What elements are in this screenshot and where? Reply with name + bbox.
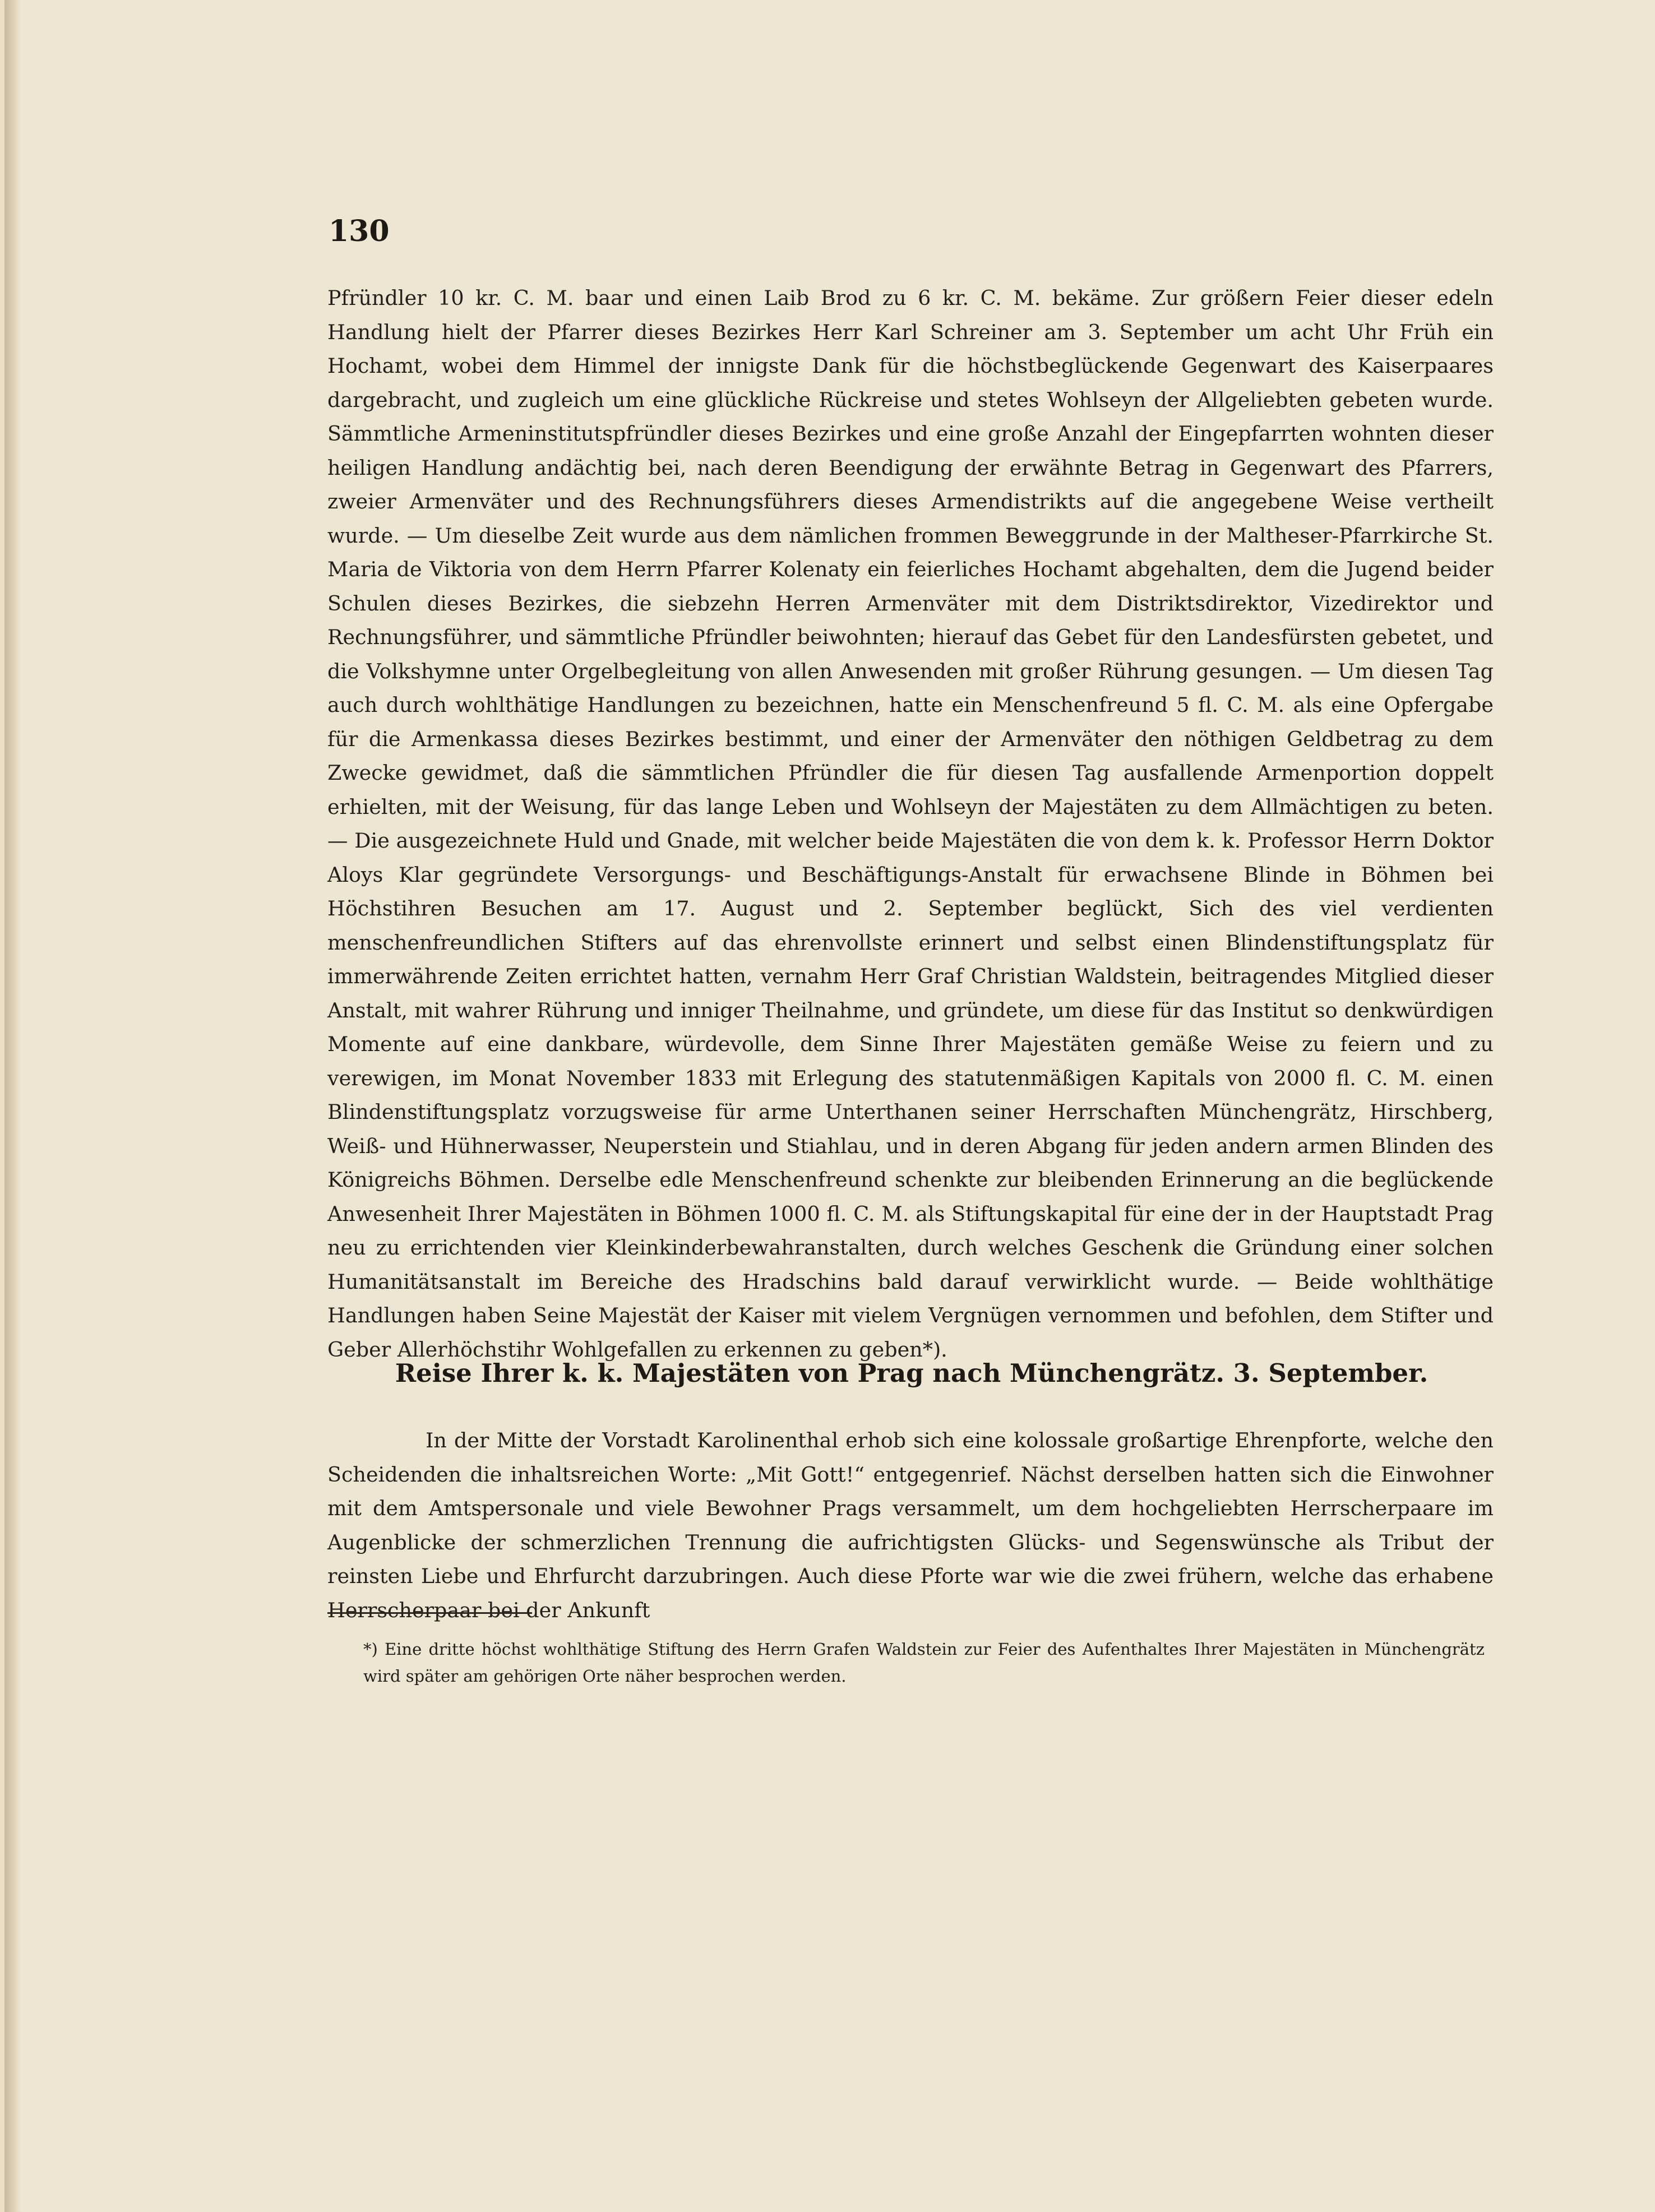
- page-edge-shadow: [4, 0, 21, 2212]
- footnote-divider: [327, 1612, 532, 1614]
- page-number: 130: [329, 214, 390, 248]
- section-heading: Reise Ihrer k. k. Majestäten von Prag nach Münchengrätz. 3. September.: [395, 1358, 1429, 1388]
- body-paragraph: Pfründler 10 kr. C. M. baar und einen Laib Brod zu 6 kr. C. M. bekäme. Zur größern Feier dieser edeln Handlung hielt der Pfarrer dieses Bezirkes Herr Karl Schreiner am 3. September um acht Uhr Früh ein Hochamt, wobei dem Himmel der innigste Dank für die höchstbeglückende Gegenwart des Kaiserpaares dargebracht, und zugleich um eine glückliche Rückreise und stetes Wohlseyn der Allgeliebten gebeten wurde. Sämmtliche Armeninstitutspfründler dieses Bezirkes und eine große Anzahl der Eingepfarrten wohnten dieser heiligen Handlung andächtig bei, nach deren Beendigung der erwähnte Betrag in Gegenwart des Pfarrers, zweier Armenväter und des Rechnungsführers dieses Armendistrikts auf die angegebene Weise vertheilt wurde. — Um dieselbe Zeit wurde aus dem nämlichen frommen Beweggrunde in der Maltheser-Pfarrkirche St. Maria de Viktoria von dem Herrn Pfarrer Kolenaty ein feierliches Hochamt abgehalten, dem die Jugend beider Schulen dieses Bezirkes, die siebzehn Herren Armenväter mit dem Distriktsdirektor, Vizedirektor und Rechnungsführer, und sämmtliche Pfründler beiwohnten; hierauf das Gebet für den Landesfürsten gebetet, und die Volkshymne unter Orgelbegleitung von allen Anwesenden mit großer Rührung gesungen. — Um diesen Tag auch durch wohlthätige Handlungen zu bezeichnen, hatte ein Menschenfreund 5 fl. C. M. als eine Opfergabe für die Armenkassa dieses Bezirkes bestimmt, und einer der Armenväter den nöthigen Geldbetrag zu dem Zwecke gewidmet, daß die sämmtlichen Pfründler die für diesen Tag ausfallende Armenportion doppelt erhielten, mit der Weisung, für das lange Leben und Wohlseyn der Majestäten zu dem Allmächtigen zu beten. — Die ausgezeichnete Huld und Gnade, mit welcher beide Majestäten die von dem k. k. Professor Herrn Doktor Aloys Klar gegründete Versorgungs- und Beschäftigungs-Anstalt für erwachsene Blinde in Böhmen bei Höchstihren Besuchen am 17. August und 2. September beglückt, Sich des viel verdienten menschenfreundlichen Stifters auf das ehrenvollste erinnert und selbst einen Blindenstiftungsplatz für immerwährende Zeiten errichtet hatten, vernahm Herr Graf Christian Waldstein, beitragendes Mitglied dieser Anstalt, mit wahrer Rührung und inniger Theilnahme, und gründete, um diese für das Institut so denkwürdigen Momente auf eine dankbare, würdevolle, dem Sinne Ihrer Majestäten gemäße Weise zu feiern und zu verewigen, im Monat November 1833 mit Erlegung des statutenmäßigen Kapitals von 2000 fl. C. M. einen Blindenstiftungsplatz vorzugsweise für arme Unterthanen seiner Herrschaften Münchengrätz, Hirschberg, Weiß- und Hühnerwasser, Neuperstein und Stiahlau, und in deren Abgang für jeden andern armen Blinden des Königreichs Böhmen. Derselbe edle Menschenfreund schenkte zur bleibenden Erinnerung an die beglückende Anwesenheit Ihrer Majestäten in Böhmen 1000 fl. C. M. als Stiftungskapital für eine der in der Hauptstadt Prag neu zu errichtenden vier Kleinkinderbewahranstalten, durch welches Geschenk die Gründung einer solchen Humanitätsanstalt im Bereiche des Hradschins bald darauf verwirklicht wurde. — Beide wohlthätige Handlungen haben Seine Majestät der Kaiser mit vielem Vergnügen vernommen und befohlen, dem Stifter und Geber Allerhöchstihr Wohlgefallen zu erkennen zu geben*).: [327, 286, 1494, 1362]
- footnote: *) Eine dritte höchst wohlthätige Stiftung des Herrn Grafen Waldstein zur Feier des Aufenthaltes Ihrer Majestäten in Münchengrätz wird später am gehörigen Orte näher besprochen werden.: [363, 1640, 1485, 1686]
- section-paragraph: In der Mitte der Vorstadt Karolinenthal erhob sich eine kolossale großartige Ehrenpforte, welche den Scheidenden die inhaltsreichen Worte: „Mit Gott!“ entgegenrief. Nächst derselben hatten sich die Einwohner mit dem Amtspersonale und viele Bewohner Prags versammelt, um dem hochgeliebten Herrscherpaare im Augenblicke der schmerzlichen Trennung die aufrichtigsten Glücks- und Segenswünsche als Tribut der reinsten Liebe und Ehrfurcht darzubringen. Auch diese Pforte war wie die zwei frühern, welche das erhabene Herrscherpaar bei der Ankunft: [327, 1428, 1494, 1622]
